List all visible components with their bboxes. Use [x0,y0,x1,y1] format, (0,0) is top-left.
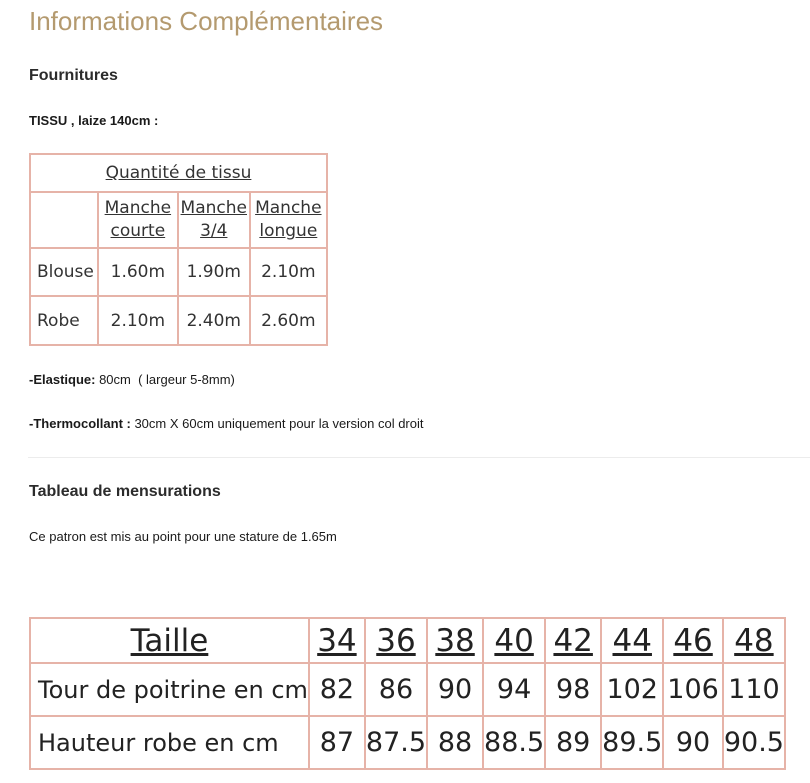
size-row-label: Tour de poitrine en cm [30,663,309,716]
size-row-label: Hauteur robe en cm [30,716,309,769]
size-cell: 94 [483,663,545,716]
fabric-row-label: Blouse [30,248,98,297]
size-header-row [30,618,785,663]
stature-note: Ce patron est mis au point pour une stature de 1.65m [29,529,337,544]
size-header-cell: 34 [309,618,365,663]
size-header-cell: 46 [663,618,723,663]
size-cell: 98 [545,663,601,716]
size-cell: 89 [545,716,601,769]
elastique-label: -Elastique: [29,372,96,387]
thermocollant-label: -Thermocollant : [29,416,131,431]
size-header-cell: 44 [601,618,663,663]
fabric-col-header: Manche courte [98,192,178,248]
size-cell: 82 [309,663,365,716]
elastique-line [29,372,235,387]
fabric-table-corner [30,192,98,248]
size-cell: 90 [427,663,483,716]
size-cell: 110 [723,663,785,716]
size-header-cell: 38 [427,618,483,663]
fabric-col-header: Manche longue [250,192,327,248]
size-cell: 87.5 [365,716,427,769]
elastique-value: 80cm ( largeur 5-8mm) [95,372,235,387]
size-header-cell: 40 [483,618,545,663]
size-chart-table [29,617,786,770]
size-cell: 86 [365,663,427,716]
size-cell: 102 [601,663,663,716]
size-cell: 88.5 [483,716,545,769]
fabric-table-header: Quantité de tissu [30,154,327,192]
fabric-cell: 2.60m [250,296,327,345]
fabric-quantity-table [29,153,328,346]
page-title: Informations Complémentaires [29,6,384,36]
fabric-cell: 2.40m [178,296,250,345]
size-cell: 106 [663,663,723,716]
fournitures-heading: Fournitures [29,67,118,84]
size-header-cell: 48 [723,618,785,663]
mensurations-heading: Tableau de mensurations [29,483,221,500]
section-divider [28,457,810,458]
tissu-line: TISSU , laize 140cm : [29,113,159,128]
size-header-cell: 42 [545,618,601,663]
size-cell: 89.5 [601,716,663,769]
fabric-cell: 2.10m [250,248,327,297]
size-cell: 90 [663,716,723,769]
size-row-bust [30,663,785,716]
fabric-col-header: Manche 3/4 [178,192,250,248]
size-header-cell: 36 [365,618,427,663]
thermocollant-value: 30cm X 60cm uniquement pour la version col droit [130,416,424,431]
fabric-row [30,248,327,297]
size-header-label: Taille [30,618,309,663]
size-cell: 90.5 [723,716,785,769]
fabric-cell: 1.90m [178,248,250,297]
fabric-row-label: Robe [30,296,98,345]
size-cell: 87 [309,716,365,769]
thermocollant-line [29,416,424,431]
fabric-row [30,296,327,345]
size-cell: 88 [427,716,483,769]
fabric-cell: 2.10m [98,296,178,345]
fabric-cell: 1.60m [98,248,178,297]
size-row-dress-length [30,716,785,769]
